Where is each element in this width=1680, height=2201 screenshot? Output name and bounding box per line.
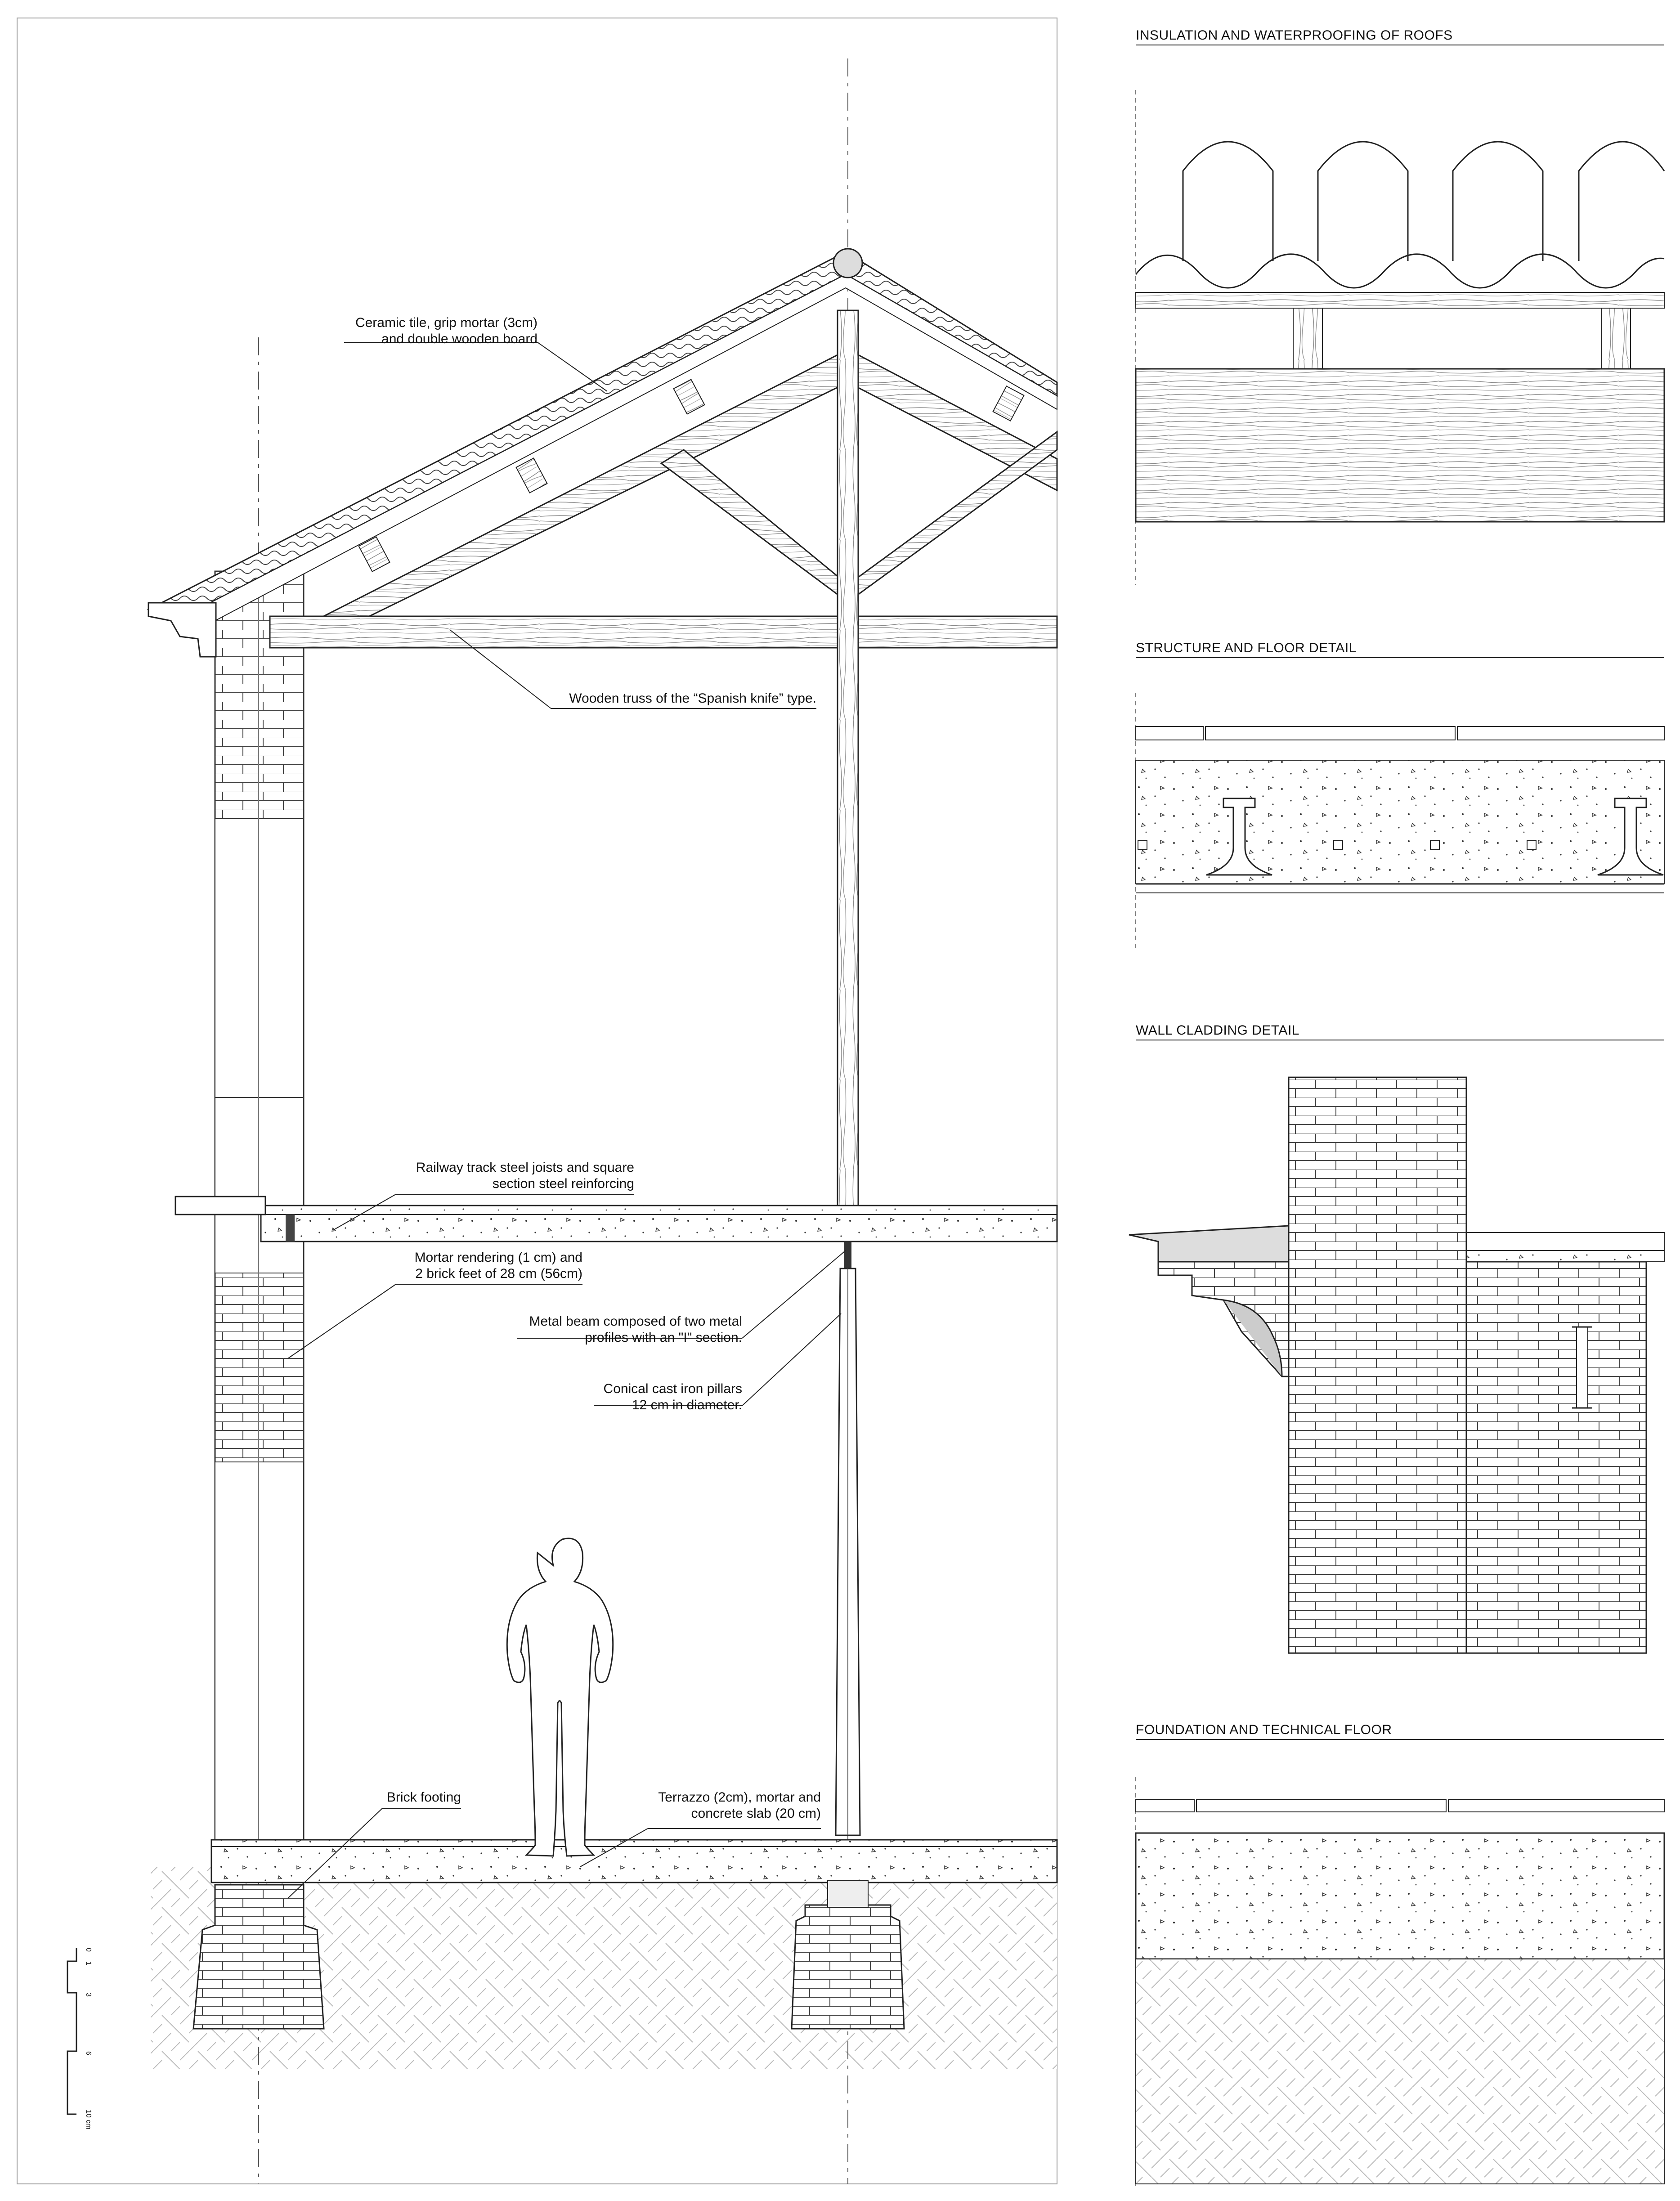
truss-strut-right: [848, 432, 1057, 594]
purlin: [674, 379, 705, 414]
detail-wall: [1129, 1040, 1664, 1653]
title-wall-detail: WALL CLADDING DETAIL: [1136, 1023, 1299, 1038]
title-foundation-detail: FOUNDATION AND TECHNICAL FLOOR: [1136, 1722, 1392, 1737]
truss-strut-left: [661, 450, 848, 594]
steel-joist: [286, 1215, 295, 1242]
purlin: [516, 458, 547, 493]
label-joists: Railway track steel joists and square section steel reinforcing: [416, 1160, 634, 1191]
pillar-brick-footing: [792, 1905, 904, 2029]
ridge-tile: [833, 249, 862, 278]
truss-tie-beam: [270, 616, 1057, 648]
metal-beam: [844, 1242, 851, 1269]
label-rendering: Mortar rendering (1 cm) and 2 brick feet of 28 cm (56cm): [414, 1250, 582, 1281]
wall-plain-lower: [215, 1462, 304, 1862]
title-roof-detail: INSULATION AND WATERPROOFING OF ROOFS: [1136, 28, 1453, 43]
scale-tick-10: 10 cm: [85, 2110, 92, 2129]
scale-bar: [67, 1948, 76, 2114]
label-roof: Ceramic tile, grip mortar (3cm) and double wooden board: [355, 315, 538, 346]
first-floor-slab: [261, 1206, 1057, 1242]
scale-tick-3: 3: [85, 1993, 92, 1997]
label-beam: Metal beam composed of two metal profiles with an "I" section.: [529, 1314, 742, 1345]
label-truss: Wooden truss of the “Spanish knife” type.: [569, 691, 816, 706]
title-floor-detail: STRUCTURE AND FLOOR DETAIL: [1136, 641, 1357, 655]
scale-tick-6: 6: [85, 2051, 92, 2055]
wall-plain-upper: [215, 1093, 304, 1273]
detail-foundation: [1136, 1739, 1664, 2186]
eave-cornice: [148, 603, 216, 657]
human-silhouette: [507, 1538, 613, 1856]
detail-floor: [1136, 658, 1664, 949]
scale-tick-0: 0: [85, 1948, 92, 1952]
wall-plain-mid: [215, 819, 304, 1098]
king-post: [838, 310, 858, 1210]
floor-cornice: [175, 1197, 265, 1215]
scale-tick-1: 1: [85, 1961, 92, 1965]
label-pillar: Conical cast iron pillars 12 cm in diameter.: [603, 1381, 742, 1412]
label-terrazzo: Terrazzo (2cm), mortar and concrete slab (20 cm): [658, 1790, 821, 1821]
label-footing: Brick footing: [386, 1790, 461, 1805]
pillar-base: [828, 1880, 868, 1907]
detail-roof: [1136, 45, 1664, 585]
purlin: [993, 386, 1024, 421]
